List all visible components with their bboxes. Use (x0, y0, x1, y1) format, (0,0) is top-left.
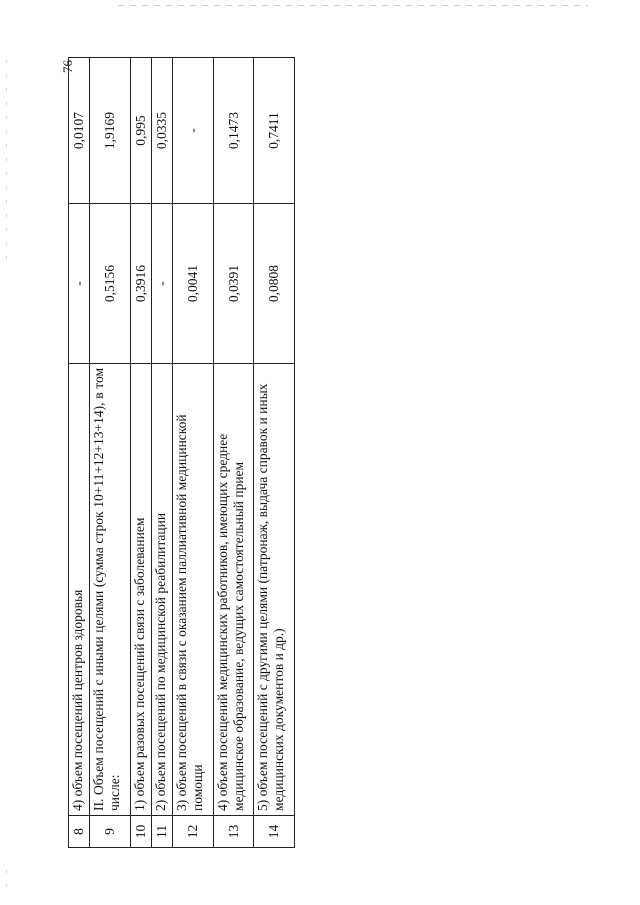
value-col1: 0,5156 (90, 204, 131, 364)
value-col2: 1,9169 (90, 58, 131, 204)
table-row (130, 58, 151, 848)
row-number: 13 (213, 816, 254, 848)
value-col1: - (69, 204, 90, 364)
scan-artifact-ticks (6, 60, 7, 260)
row-number: 12 (173, 816, 214, 848)
value-col2: 0,1473 (213, 58, 254, 204)
table-row (90, 58, 131, 848)
value-col1: 0,3916 (130, 204, 151, 364)
table-row (213, 58, 254, 848)
row-name: 1) объем разовых посещений связи с заболеванием (130, 364, 151, 816)
table-row (173, 58, 214, 848)
row-name: 5) объем посещений с другими целями (патронаж, выдача справок и иных медицинских документов и др.) (254, 364, 295, 816)
scan-artifact-ticks-bottom (6, 870, 7, 898)
value-col2: 0,0335 (152, 58, 173, 204)
row-name: 3) объем посещений в связи с оказанием паллиативной медицинской помощи (173, 364, 214, 816)
row-name: II. Объем посещений с иными целями (сумма строк 10+11+12+13+14), в том числе: (90, 364, 131, 816)
row-name: 4) объем посещений медицинских работников, имеющих среднее медицинское образование, ведущих самостоятельный прием (213, 364, 254, 816)
row-number: 10 (130, 816, 151, 848)
row-name: 4) объем посещений центров здоровья (69, 364, 90, 816)
row-name: 2) объем посещений по медицинской реабилитации (152, 364, 173, 816)
scan-artifact-line (118, 5, 588, 6)
row-number: 14 (254, 816, 295, 848)
value-col2: - (173, 58, 214, 204)
value-col2: 0,7411 (254, 58, 295, 204)
table-row (152, 58, 173, 848)
value-col2: 0,995 (130, 58, 151, 204)
volume-table (68, 57, 295, 848)
value-col1: 0,0041 (173, 204, 214, 364)
value-col1: 0,0391 (213, 204, 254, 364)
rotated-page (60, 58, 295, 848)
value-col1: 0,0808 (254, 204, 295, 364)
row-number: 9 (90, 816, 131, 848)
table-row (254, 58, 295, 848)
value-col1: - (152, 204, 173, 364)
row-number: 8 (69, 816, 90, 848)
row-number: 11 (152, 816, 173, 848)
page-number: 76 (60, 60, 75, 73)
table-row (69, 58, 90, 848)
value-col2: 0,0107 (69, 58, 90, 204)
